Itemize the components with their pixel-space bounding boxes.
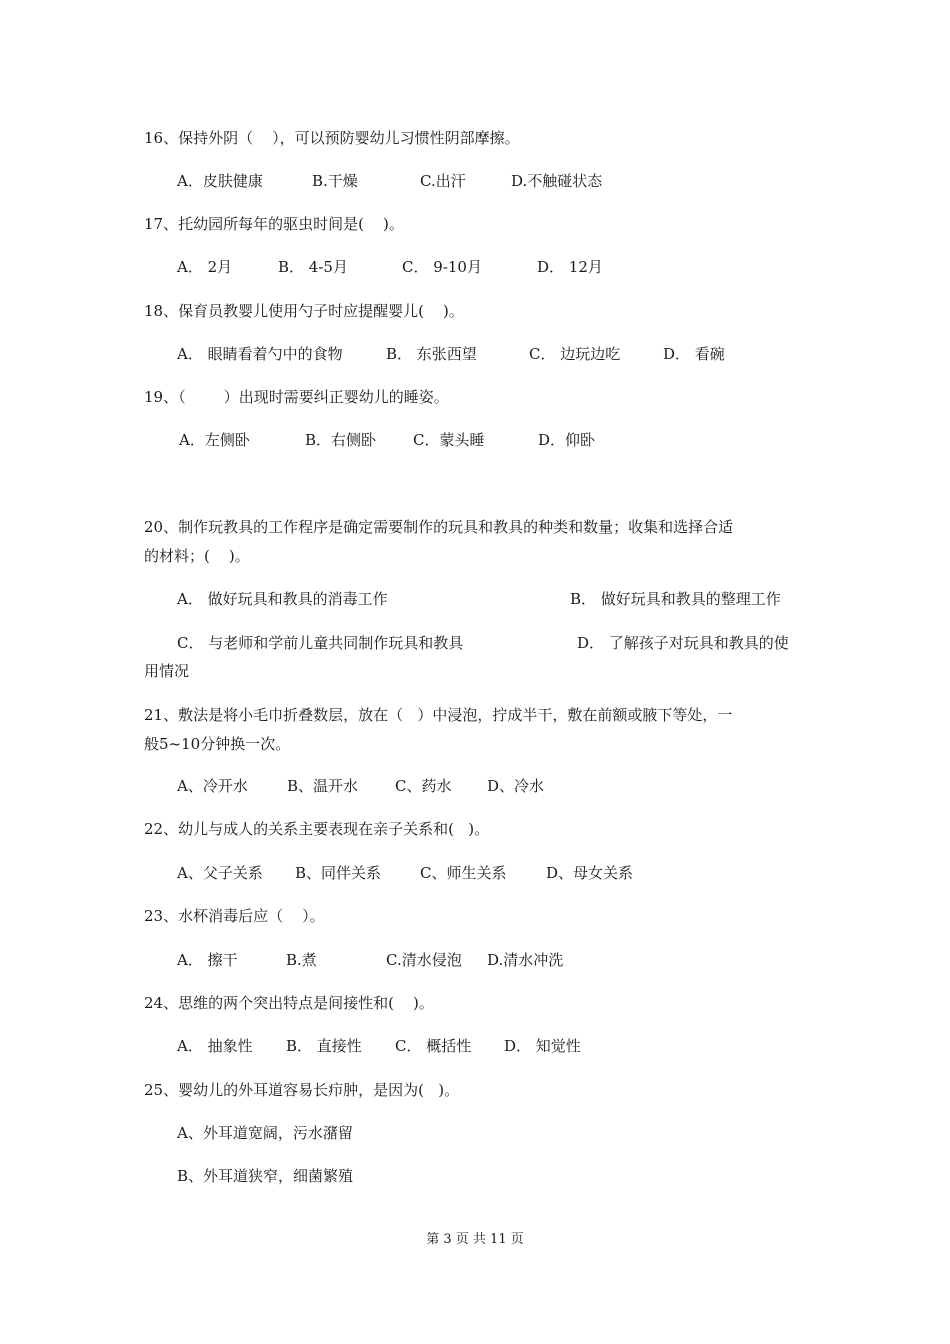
question-23-option-a: A． 擦干	[177, 951, 238, 969]
question-20-option-d-continued: 用情况	[144, 662, 190, 680]
question-16-option-d: D.不触碰状态	[511, 172, 603, 190]
question-19-option-a: A．左侧卧	[179, 431, 250, 449]
question-24-stem: 24、思维的两个突出特点是间接性和( )。	[144, 994, 434, 1012]
question-21-option-a: A、冷开水	[177, 777, 248, 795]
question-20-option-b: B． 做好玩具和教具的整理工作	[570, 590, 781, 608]
question-18-stem: 18、保育员教婴儿使用勺子时应提醒婴儿( )。	[144, 302, 464, 320]
question-16-stem: 16、保持外阴（ ），可以预防婴幼儿习惯性阴部摩擦。	[144, 129, 520, 147]
question-23-option-c: C.清水侵泡	[386, 951, 462, 969]
page-number-footer: 第 3 页 共 11 页	[426, 1232, 524, 1247]
question-25-stem: 25、婴幼儿的外耳道容易长疖肿，是因为( )。	[144, 1081, 460, 1099]
question-22-option-d: D、母女关系	[546, 864, 634, 882]
question-21-option-c: C、药水	[395, 777, 452, 795]
question-18-option-a: A． 眼睛看着勺中的食物	[177, 345, 343, 363]
question-16-option-a: A．皮肤健康	[177, 172, 263, 190]
question-23-option-d: D.清水冲洗	[487, 951, 564, 969]
question-22-option-c: C、师生关系	[420, 864, 507, 882]
question-24-option-d: D． 知觉性	[504, 1037, 581, 1055]
question-17-option-a: A． 2月	[177, 258, 233, 276]
question-22-stem: 22、幼儿与成人的关系主要表现在亲子关系和( )。	[144, 820, 490, 838]
question-21-stem-line-1: 21、敷法是将小毛巾折叠数层，放在（ ）中浸泡，拧成半干，敷在前额或腋下等处，一	[144, 706, 733, 724]
question-16-option-b: B.干燥	[312, 172, 358, 190]
question-24-option-a: A． 抽象性	[177, 1037, 253, 1055]
question-18-option-d: D． 看碗	[663, 345, 725, 363]
question-24-option-b: B． 直接性	[286, 1037, 362, 1055]
question-22-option-b: B、同伴关系	[295, 864, 382, 882]
question-17-option-b: B． 4-5月	[278, 258, 348, 276]
question-23-option-b: B.煮	[286, 951, 317, 969]
question-18-option-c: C． 边玩边吃	[529, 345, 621, 363]
question-22-option-a: A、父子关系	[177, 864, 263, 882]
question-19-option-b: B．右侧卧	[305, 431, 377, 449]
question-17-option-c: C． 9-10月	[402, 258, 482, 276]
question-24-option-c: C． 概括性	[395, 1037, 472, 1055]
question-25-option-b: B、外耳道狭窄，细菌繁殖	[177, 1167, 354, 1185]
question-16-option-c: C.出汗	[420, 172, 466, 190]
question-21-option-b: B、温开水	[287, 777, 359, 795]
question-19-option-d: D．仰卧	[538, 431, 596, 449]
question-18-option-b: B． 东张西望	[386, 345, 477, 363]
question-25-option-a: A、外耳道宽阔，污水潴留	[177, 1124, 353, 1142]
question-19-stem: 19、（ ）出现时需要纠正婴幼儿的睡姿。	[144, 388, 449, 406]
question-20-option-a: A． 做好玩具和教具的消毒工作	[177, 590, 388, 608]
question-19-option-c: C．蒙头睡	[413, 431, 485, 449]
question-17-option-d: D． 12月	[537, 258, 603, 276]
question-20-stem-line-2: 的材料；( )。	[144, 547, 250, 565]
question-20-stem-line-1: 20、制作玩教具的工作程序是确定需要制作的玩具和教具的种类和数量；收集和选择合适	[144, 518, 734, 536]
question-23-stem: 23、水杯消毒后应（ ）。	[144, 907, 325, 925]
question-17-stem: 17、托幼园所每年的驱虫时间是( )。	[144, 215, 404, 233]
question-21-option-d: D、冷水	[487, 777, 545, 795]
question-20-option-c: C． 与老师和学前儿童共同制作玩具和教具	[177, 634, 464, 652]
question-20-option-d: D． 了解孩子对玩具和教具的使	[577, 634, 789, 652]
question-21-stem-line-2: 般5~10分钟换一次。	[144, 735, 291, 753]
